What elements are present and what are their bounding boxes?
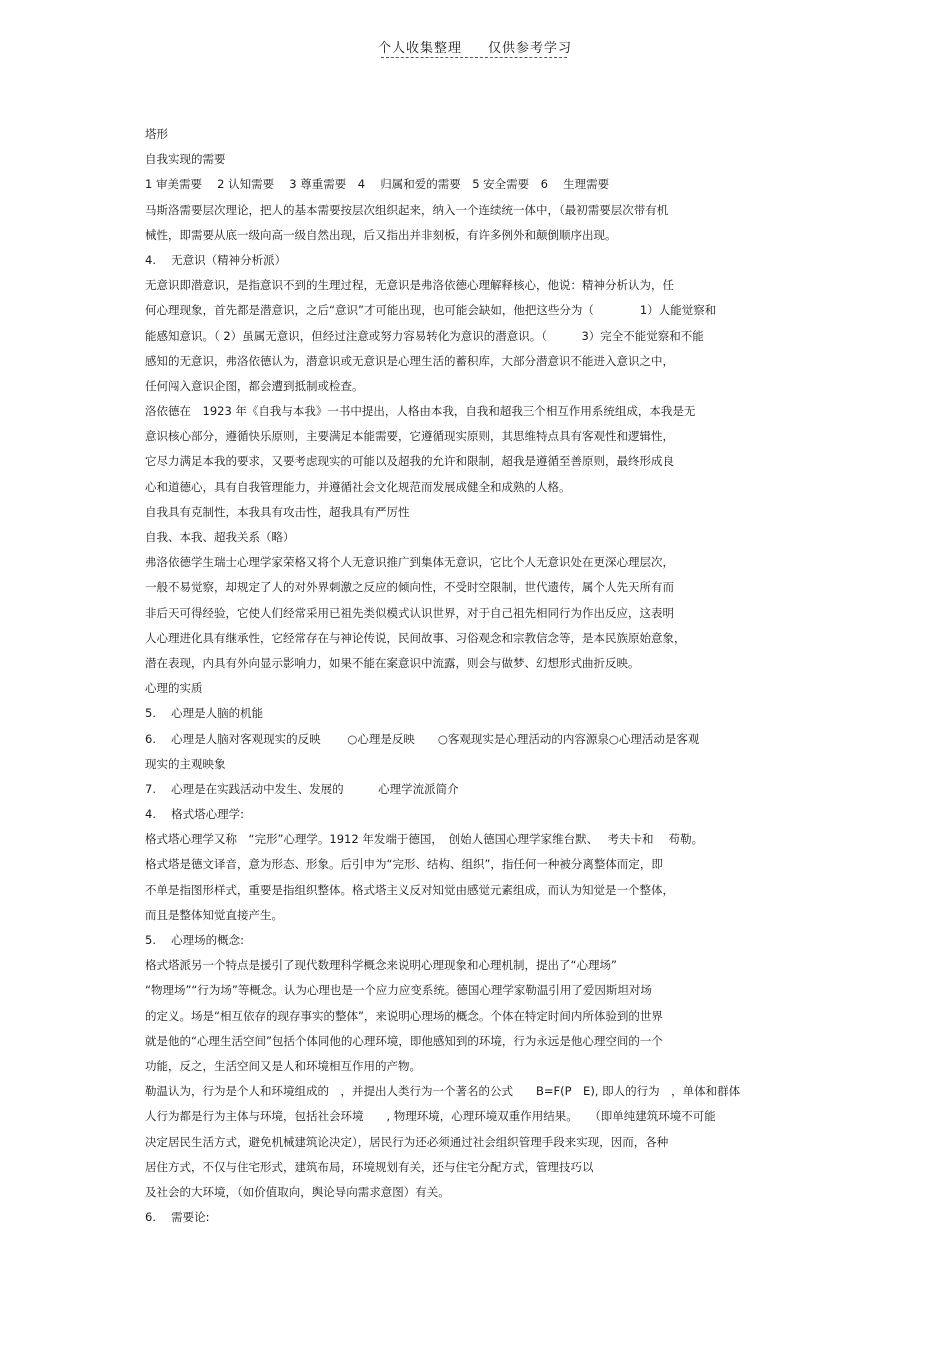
text-line: 就是他的“心理生活空间”包括个体同他的心理环境，即他感知到的环境，行为永远是他心理空间的一个: [145, 1033, 663, 1048]
text-line: 自我、本我、超我关系（略）: [145, 530, 295, 544]
header-left-text: 个人收集整理: [377, 41, 462, 56]
text-line: 及社会的大环境，（如价值取向，舆论导向需求意图）有关。: [145, 1184, 450, 1199]
text-line: 格式塔是德文译音，意为形态、形象。后引申为“完形、结构、组织”，指任何一种被分离整体而定，即: [145, 857, 663, 872]
text-line: 7. 心理是在实践活动中发生、发展的 心理学流派简介: [145, 781, 459, 796]
text-line: 勒温认为，行为是个人和环境组成的 ，并提出人类行为一个著名的公式 B=F(P E), 即人的行为 ，单体和群体: [145, 1084, 741, 1099]
text-line: 械性，即需要从底一级向高一级自然出现，后又指出并非刻板，有许多例外和颠倒顺序出现。: [145, 227, 617, 242]
text-line: 感知的无意识，弗洛依德认为，潜意识或无意识是心理生活的蓄积库，大部分潜意识不能进入意识之中，: [145, 353, 674, 368]
text-line: 潜在表现，内具有外向显示影响力，如果不能在案意识中流露，则会与做梦、幻想形式曲折反映。: [145, 655, 640, 670]
text-line: 洛依德在 1923 年《自我与本我》一书中提出，人格由本我，自我和超我三个相互作用系统组成，本我是无: [145, 404, 696, 419]
text-line: 心和道德心，具有自我管理能力，并遵循社会文化规范而发展成健全和成熟的人格。: [145, 479, 571, 494]
text-line: 而且是整体知觉直接产生。: [145, 907, 283, 922]
text-line: 无意识即潜意识，是指意识不到的生理过程，无意识是弗洛依德心理解释核心，他说：精神分析认为，任: [145, 278, 674, 293]
text-line: 心理的实质: [145, 681, 203, 696]
text-line: 4. 无意识（精神分析派）: [145, 252, 287, 267]
text-line: 人心理进化具有继承性，它经常存在与神论传说，民间故事、习俗观念和宗教信念等，是本民族原始意象，: [145, 630, 686, 645]
header-right-text: 仅供参考学习: [488, 41, 573, 56]
text-line: 格式塔派另一个特点是援引了现代数理科学概念来说明心理现象和心理机制，提出了“心理场”: [145, 958, 617, 973]
text-line: 格式塔心理学又称 “完形”心理学。1912 年发端于德国， 创始人德国心理学家维台默、 考夫卡和 苟勒。: [145, 832, 704, 847]
text-line: 决定居民生活方式，避免机械建筑论决定），居民行为还必须通过社会组织管理手段来实现，因而，各种: [145, 1134, 669, 1149]
text-line: 弗洛依德学生瑞士心理学家荣格又将个人无意识推广到集体无意识，它比个人无意识处在更深心理层次，: [145, 555, 674, 570]
text-line: 5. 心理是人脑的机能: [145, 706, 264, 721]
text-line: “物理场”“行为场”等概念。认为心理也是一个应力应变系统。德国心理学家勒温引用了爱因斯坦对场: [145, 983, 652, 998]
text-line: 非后天可得经验，它使人们经常采用已祖先类似模式认识世界，对于自己祖先相同行为作出反应，这表明: [145, 605, 674, 620]
page-header: [0, 37, 950, 56]
text-line: 马斯洛需要层次理论，把人的基本需要按层次组织起来，纳入一个连续统一体中，（最初需要层次带有机: [145, 202, 669, 217]
text-line: 5. 心理场的概念:: [145, 933, 245, 947]
text-line: 它尽力满足本我的要求，又要考虑现实的可能以及超我的允许和限制，超我是遵循至善原则，最终形成良: [145, 454, 674, 469]
text-line: 自我实现的需要: [145, 152, 226, 167]
text-line: 功能，反之，生活空间又是人和环境相互作用的产物。: [145, 1058, 421, 1073]
text-line: 自我具有克制性，本我具有攻击性，超我具有严厉性: [145, 504, 410, 519]
text-line: 人行为都是行为主体与环境，包括社会环境 , 物理环境，心理环境双重作用结果。 （即单纯建筑环境不可能: [145, 1109, 716, 1124]
text-line: 能感知意识。（ 2）虽属无意识，但经过注意或努力容易转化为意识的潜意识。（ 3）完全不能觉察和不能: [145, 328, 704, 343]
text-line: 居住方式，不仅与住宅形式，建筑布局，环境规划有关，还与住宅分配方式，管理技巧以: [145, 1159, 594, 1174]
document-body: [145, 122, 815, 1230]
text-line: 意识核心部分，遵循快乐原则，主要满足本能需要，它遵循现实原则，其思维特点具有客观性和逻辑性，: [145, 429, 674, 444]
text-line: 任何闯入意识企图，都会遭到抵制或检查。: [145, 378, 364, 393]
text-line: 何心理现象，首先都是潜意识，之后“意识”才可能出现，也可能会缺如，他把这些分为（ 1）人能觉察和: [145, 303, 717, 318]
text-line: 不单是指图形样式，重要是指组织整体。格式塔主义反对知觉由感觉元素组成，而认为知觉是一个整体，: [145, 882, 674, 897]
text-line: 塔形: [145, 127, 168, 141]
text-line: 1 审美需要 2 认知需要 3 尊重需要 4 归属和爱的需要 5 安全需要 6 生理需要: [145, 177, 610, 192]
text-line: 6. 心理是人脑对客观现实的反映 ○心理是反映 ○客观现实是心理活动的内容源泉○心理活动是客观: [145, 731, 700, 746]
text-line: 6. 需要论:: [145, 1210, 210, 1225]
text-line: 现实的主观映象: [145, 756, 226, 771]
text-line: 一般不易觉察，却规定了人的对外界刺激之反应的倾向性，不受时空限制，世代遗传，属个人先天所有而: [145, 580, 674, 595]
text-line: 的定义。场是“相互依存的现存事实的整体”，来说明心理场的概念。个体在特定时间内所体验到的世界: [145, 1008, 663, 1023]
text-line: 4. 格式塔心理学:: [145, 807, 245, 822]
header-divider: [381, 57, 567, 58]
